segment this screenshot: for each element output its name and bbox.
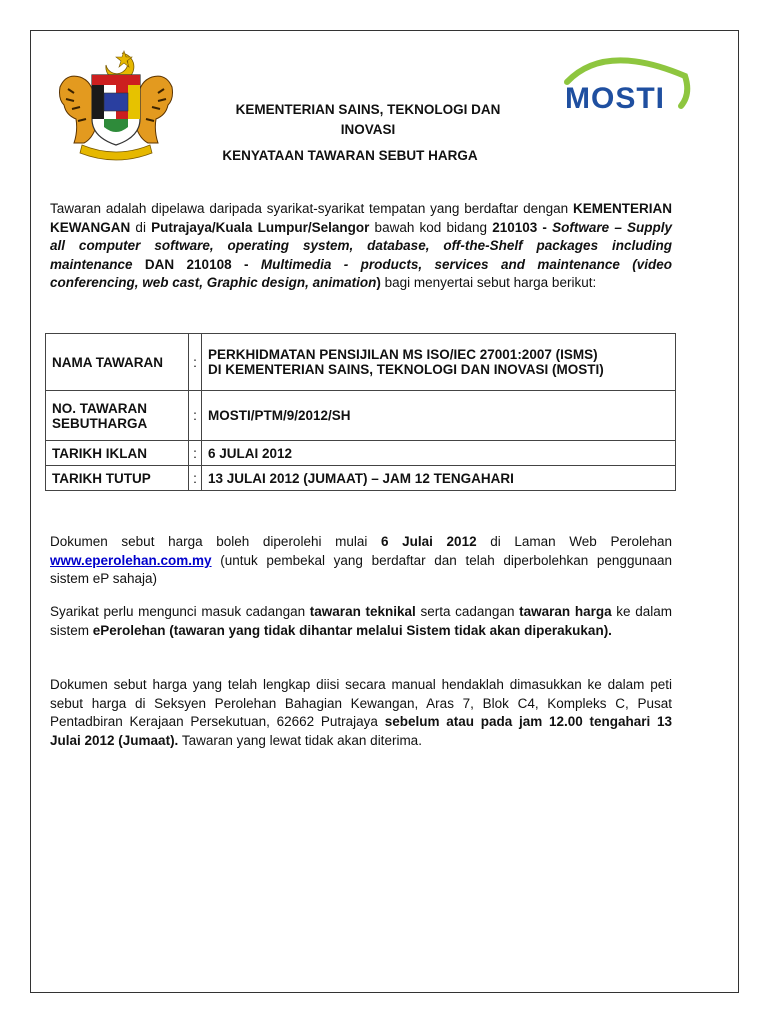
mosti-logo-icon <box>535 48 695 118</box>
field-description: Software – Supply all computer software, operating system, database, off-the-Shelf packages including maintenance <box>50 219 673 272</box>
table-label <box>46 391 189 441</box>
price-offer-text: tawaran harga <box>519 604 612 619</box>
paragraph-text: Dokumen sebut harga boleh diperolehi mulai <box>50 534 381 549</box>
table-colon: : <box>189 334 202 391</box>
tender-details-table <box>45 333 676 491</box>
start-date: 6 Julai 2012 <box>381 534 477 549</box>
paragraph-text: (untuk pembekal yang berdaftar dan telah diperbolehkan penggunaan sistem eP sahaja) <box>50 552 672 587</box>
eperolehan-note: ePerolehan (tawaran yang tidak dihantar melalui Sistem tidak akan diperakukan). <box>92 622 612 638</box>
table-label: TARIKH TUTUP <box>46 466 189 491</box>
intro-text: bagi menyertai sebut harga berikut: <box>380 275 597 291</box>
deadline-text: sebelum atau pada jam 12.00 tengahari 13 Julai 2012 (Jumaat). <box>50 714 672 748</box>
table-colon: : <box>189 466 202 491</box>
logo-text: MOSTI <box>565 82 665 115</box>
field-code: 210103 - <box>492 219 553 235</box>
paragraph-text: di Laman Web Perolehan <box>476 534 672 549</box>
location-text: Putrajaya/Kuala Lumpur/Selangor <box>151 219 370 235</box>
label-line1: NO. TAWARAN <box>52 400 147 416</box>
table-value <box>202 334 676 391</box>
table-value: 6 JULAI 2012 <box>202 441 676 466</box>
table-label: TARIKH IKLAN <box>46 441 189 466</box>
ministry-name-line1: KEMENTERIAN SAINS, TEKNOLOGI DAN <box>235 102 501 117</box>
ministry-name-line2: INOVASI <box>340 122 396 137</box>
table-value: MOSTI/PTM/9/2012/SH <box>202 391 676 441</box>
paragraph-text: Syarikat perlu mengunci masuk cadangan <box>50 604 310 619</box>
table-colon: : <box>189 441 202 466</box>
submission-paragraph <box>50 603 672 640</box>
coat-of-arms-icon <box>52 47 180 163</box>
tender-name-line2: DI KEMENTERIAN SAINS, TEKNOLOGI DAN INOVASI (MOSTI) <box>208 362 604 377</box>
table-value: 13 JULAI 2012 (JUMAAT) – JAM 12 TENGAHARI <box>202 466 676 491</box>
paragraph-text: Tawaran yang lewat tidak akan diterima. <box>178 732 422 748</box>
document-page <box>30 30 739 993</box>
document-title: KENYATAAN TAWARAN SEBUT HARGA <box>222 148 478 163</box>
field-code: ) <box>376 275 381 291</box>
table-label: NAMA TAWARAN <box>46 334 189 391</box>
intro-paragraph <box>50 200 672 293</box>
table-colon: : <box>189 391 202 441</box>
document-availability-paragraph <box>50 533 672 589</box>
paragraph-text: Dokumen sebut harga yang telah lengkap diisi secara manual hendaklah dimasukkan ke dalam peti sebut harga di Seksyen Perolehan Bahagian Kewangan, Aras 7, Blok C4, Kompleks C, Pusat Pentadbiran Kerajaan Persekutuan, 62662 Putrajaya <box>50 677 672 730</box>
ministry-kewangan: KEMENTERIAN KEWANGAN <box>50 201 672 235</box>
intro-text: bawah kod bidang <box>369 219 493 235</box>
technical-offer-text: tawaran teknikal <box>309 604 416 619</box>
intro-text: Tawaran adalah dipelawa daripada syarikat-syarikat tempatan yang berdaftar dengan <box>50 201 573 216</box>
label-line2: SEBUTHARGA <box>52 415 148 431</box>
ministry-name <box>178 100 558 140</box>
table-row <box>46 441 676 466</box>
intro-text: di <box>130 219 152 235</box>
tender-name-line1: PERKHIDMATAN PENSIJILAN MS ISO/IEC 27001:2007 (ISMS) <box>208 347 598 362</box>
table-row <box>46 334 676 391</box>
manual-submission-paragraph <box>50 676 672 750</box>
field-code: DAN 210108 - <box>132 256 261 272</box>
table-row <box>46 466 676 491</box>
paragraph-text: ke dalam sistem <box>50 604 672 638</box>
table-row <box>46 391 676 441</box>
paragraph-text: serta cadangan <box>415 604 520 619</box>
eperolehan-link[interactable]: www.eperolehan.com.my <box>50 552 212 568</box>
field-description: Multimedia - products, services and maintenance (video conferencing, web cast, Graphic design, animation <box>50 256 672 291</box>
